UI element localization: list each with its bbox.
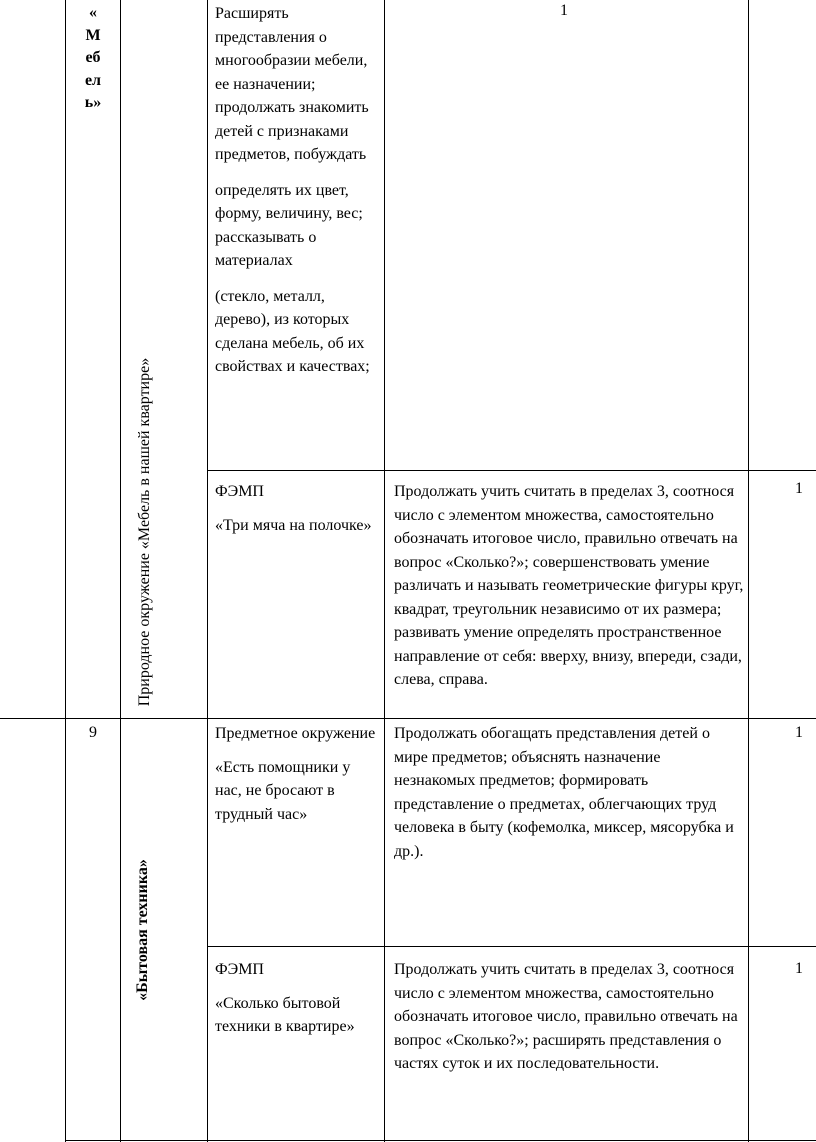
section-title-furniture xyxy=(66,2,120,115)
topic-paragraph: Расширять представления о многообразии мебели, ее назначении; продолжать знакомить детей с признаками предметов, побуждать xyxy=(215,5,369,163)
row-divider-1a xyxy=(207,470,816,471)
lesson-area xyxy=(215,958,380,1039)
title-fragment: « xyxy=(89,4,97,21)
hours-value: 1 xyxy=(560,2,568,19)
row-divider-section xyxy=(0,718,816,719)
theme-vertical-furniture: Природное окружение «Мебель в нашей квартире» xyxy=(136,357,153,707)
lesson-title: «Три мяча на полочке» xyxy=(215,516,372,534)
table-border-left xyxy=(65,0,66,1142)
title-fragment: М xyxy=(85,26,101,44)
section-number: 9 xyxy=(89,724,97,741)
title-fragment: еб xyxy=(85,49,101,66)
lesson-title: «Сколько бытовой техники в квартире» xyxy=(215,994,355,1035)
topic-paragraph: определять их цвет, форму, величину, вес; рассказывать о материалах xyxy=(215,181,363,269)
lesson-description: Продолжать учить считать в пределах 3, соотнося число с элементом множества, самостоятельно обозначать итоговое число, правильно отвечать на вопрос «Сколько?»; совершенствовать умение различать и называть геометрические фигуры круг, квадрат, треугольник независимо от их размера; развивать умение определять пространственное направление от себя: вверху, внизу, впереди, сзади, слева, справа. xyxy=(394,483,744,688)
table-divider-theme xyxy=(120,0,121,1142)
area-label: Предметное окружение xyxy=(215,725,376,742)
lesson-description: Продолжать обогащать представления детей о мире предметов; объяснять назначение незнакомых предметов; формировать представление о предметах, облегчающих труд человека в быту (кофемолка, миксер, мясорубка и др.). xyxy=(394,725,734,860)
title-fragment: ел xyxy=(84,71,102,89)
hours-value: 1 xyxy=(795,480,803,497)
row-divider-2a xyxy=(207,946,816,947)
area-label: ФЭМП xyxy=(215,961,264,978)
lesson-area xyxy=(215,480,375,537)
lesson-title: «Есть помощники у нас, не бросают в трудный час» xyxy=(215,758,351,823)
table-divider-hours xyxy=(748,470,749,1142)
topic-paragraph: (стекло, металл, дерево), из которых сделана мебель, об их свойствах и качествах; xyxy=(215,287,370,375)
table-divider-topic xyxy=(207,0,208,1142)
lesson-area xyxy=(215,722,380,826)
lesson-description: Продолжать учить считать в пределах 3, соотнося число с элементом множества, самостоятельно обозначать итоговое число, правильно отвечать на вопрос «Сколько?»; расширять представления о частях суток и их последовательности. xyxy=(394,961,738,1072)
hours-value: 1 xyxy=(795,960,803,977)
area-label: ФЭМП xyxy=(215,483,264,500)
title-fragment: ь» xyxy=(84,94,102,111)
table-border-bottom xyxy=(65,1140,816,1141)
table-divider-hours-top xyxy=(748,0,749,470)
table-divider-desc xyxy=(384,0,385,1142)
topic-description-furniture xyxy=(215,2,375,379)
hours-value: 1 xyxy=(795,724,803,741)
theme-vertical-appliances: «Бытовая техника» xyxy=(134,859,151,1001)
